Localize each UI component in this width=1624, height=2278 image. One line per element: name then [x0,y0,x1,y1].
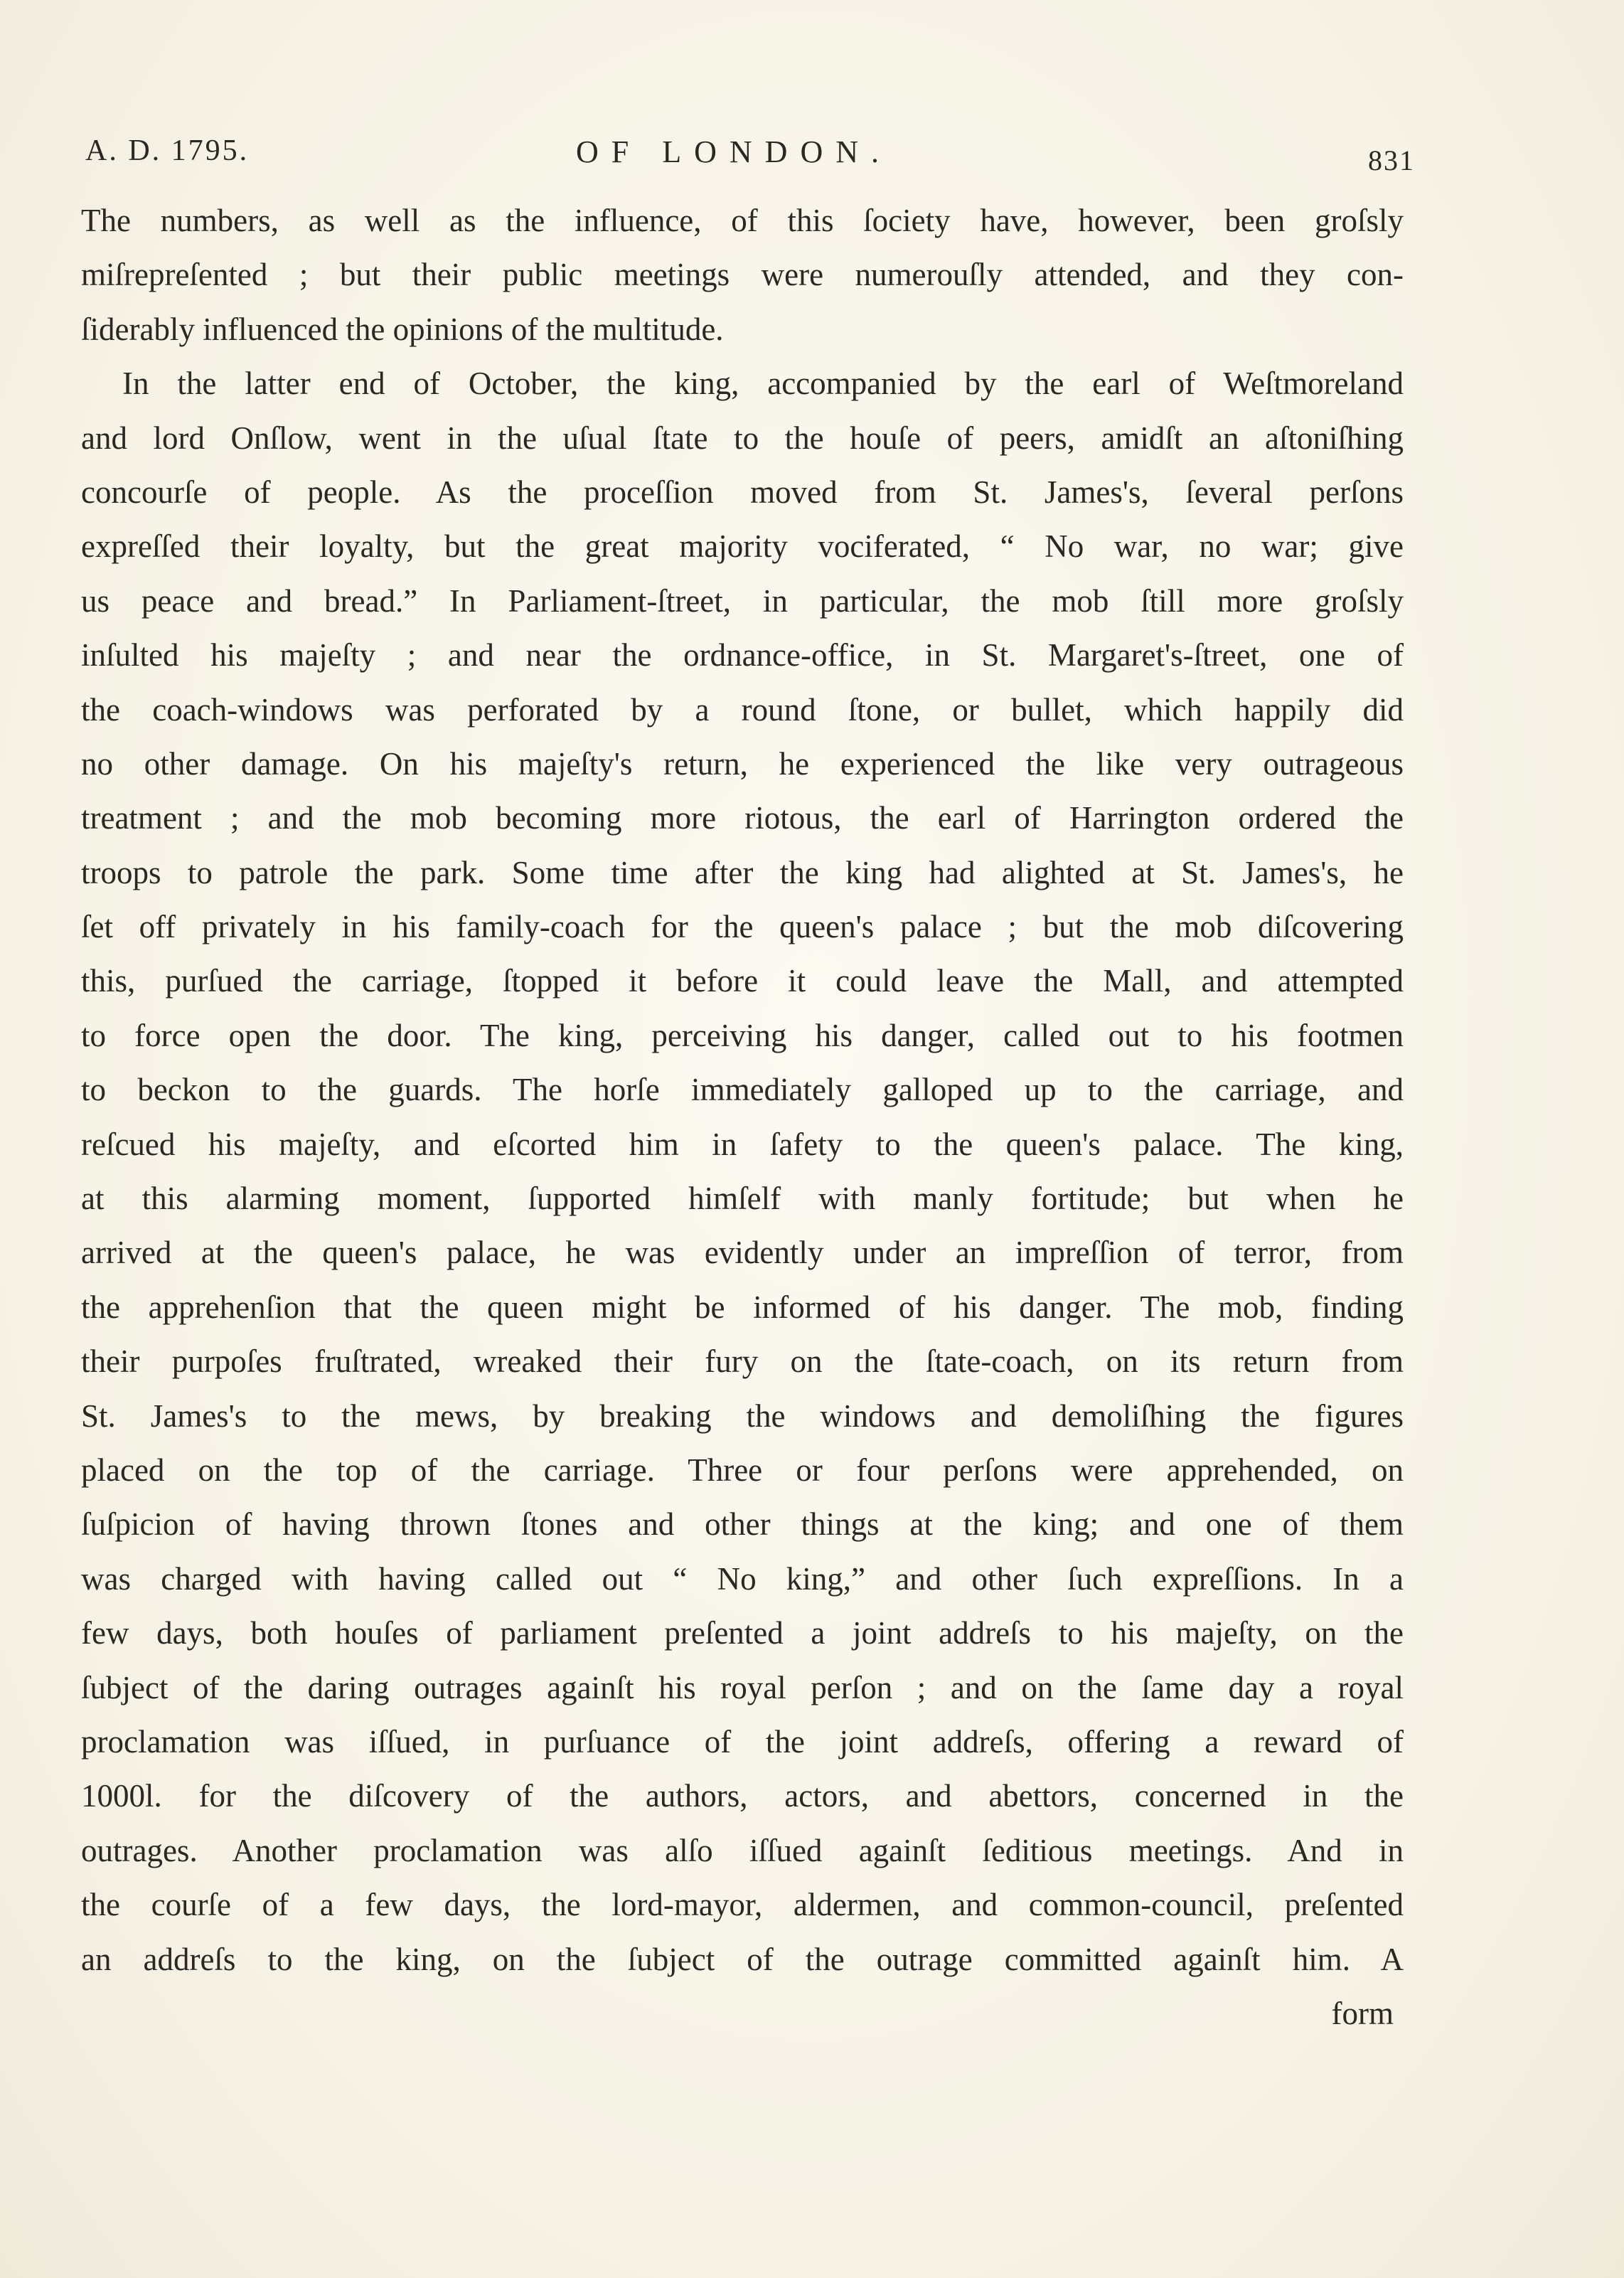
text-line: the apprehenſion that the queen might be informed of his danger. The mob, finding [81,1289,1404,1325]
text-line: and lord Onſlow, went in the uſual ſtate to the houſe of peers, amidſt an aſtoniſhing [81,420,1404,456]
text-line: ſiderably influenced the opinions of the multitude. [81,311,724,347]
text-line: St. James's to the mews, by breaking the windows and demoliſhing the figures [81,1398,1404,1434]
text-line: ſubject of the daring outrages againſt his royal perſon ; and on the ſame day a royal [81,1669,1404,1705]
text-line: this, purſued the carriage, ſtopped it before it could leave the Mall, and attempted [81,963,1404,999]
text-line: placed on the top of the carriage. Three or four perſons were apprehended, on [81,1452,1404,1488]
text-line: the courſe of a few days, the lord-mayor, aldermen, and common-council, preſented [81,1887,1404,1923]
text-line: inſulted his majeſty ; and near the ordnance-office, in St. Margaret's-ſtreet, one of [81,637,1404,674]
body-text [81,193,1404,2040]
text-line: us peace and bread.” In Parliament-ſtreet, in particular, the mob ſtill more groſsly [81,582,1404,619]
text-line: few days, both houſes of parliament preſented a joint addreſs to his majeſty, on the [81,1615,1404,1651]
text-line: reſcued his majeſty, and eſcorted him in ſafety to the queen's palace. The king, [81,1126,1404,1162]
text-line: no other damage. On his majeſty's return, he experienced the like very outrageous [81,745,1404,782]
catchword: form [1331,1995,1394,2031]
text-line: to force open the door. The king, perceiving his danger, called out to his footmen [81,1017,1404,1053]
text-line: arrived at the queen's palace, he was evidently under an impreſſion of terror, from [81,1235,1404,1271]
text-line: to beckon to the guards. The horſe immediately galloped up to the carriage, and [81,1072,1404,1108]
text-line: The numbers, as well as the influence, of this ſociety have, however, been groſsly [81,203,1404,238]
text-line: their purpoſes fruſtrated, wreaked their fury on the ſtate-coach, on its return from [81,1343,1404,1380]
text-line: ſuſpicion of having thrown ſtones and other things at the king; and one of them [81,1506,1404,1543]
text-line: troops to patrole the park. Some time after the king had alighted at St. James's, he [81,854,1404,890]
text-line: 1000l. for the diſcovery of the authors, actors, and abettors, concerned in the [81,1778,1404,1814]
running-head-title: OF LONDON. [576,134,892,169]
text-line: expreſſed their loyalty, but the great majority vociferated, “ No war, no war; give [81,528,1404,565]
text-line: ſet off privately in his family-coach for the queen's palace ; but the mob diſcovering [81,909,1404,945]
text-line: an addreſs to the king, on the ſubject of the outrage committed againſt him. A [81,1941,1404,1977]
running-head-date: A. D. 1795. [85,134,250,167]
running-head [85,127,1415,176]
text-line: was charged with having called out “ No king,” and other ſuch expreſſions. In a [81,1560,1404,1597]
text-line: the coach-windows was perforated by a round ſtone, or bullet, which happily did [81,691,1404,728]
text-line: concourſe of people. As the proceſſion moved from St. James's, ſeveral perſons [81,474,1404,510]
page-number: 831 [1368,144,1415,176]
paragraph-start-line: In the latter end of October, the king, accompanied by the earl of Weſtmoreland [122,366,1404,402]
text-line: outrages. Another proclamation was alſo iſſued againſt ſeditious meetings. And in [81,1832,1404,1868]
text-line: treatment ; and the mob becoming more riotous, the earl of Harrington ordered the [81,800,1404,836]
text-line: proclamation was iſſued, in purſuance of the joint addreſs, offering a reward of [81,1723,1404,1760]
text-line: miſrepreſented ; but their public meetings were numerouſly attended, and they con- [81,257,1404,293]
text-line: at this alarming moment, ſupported himſelf with manly fortitude; but when he [81,1181,1404,1217]
